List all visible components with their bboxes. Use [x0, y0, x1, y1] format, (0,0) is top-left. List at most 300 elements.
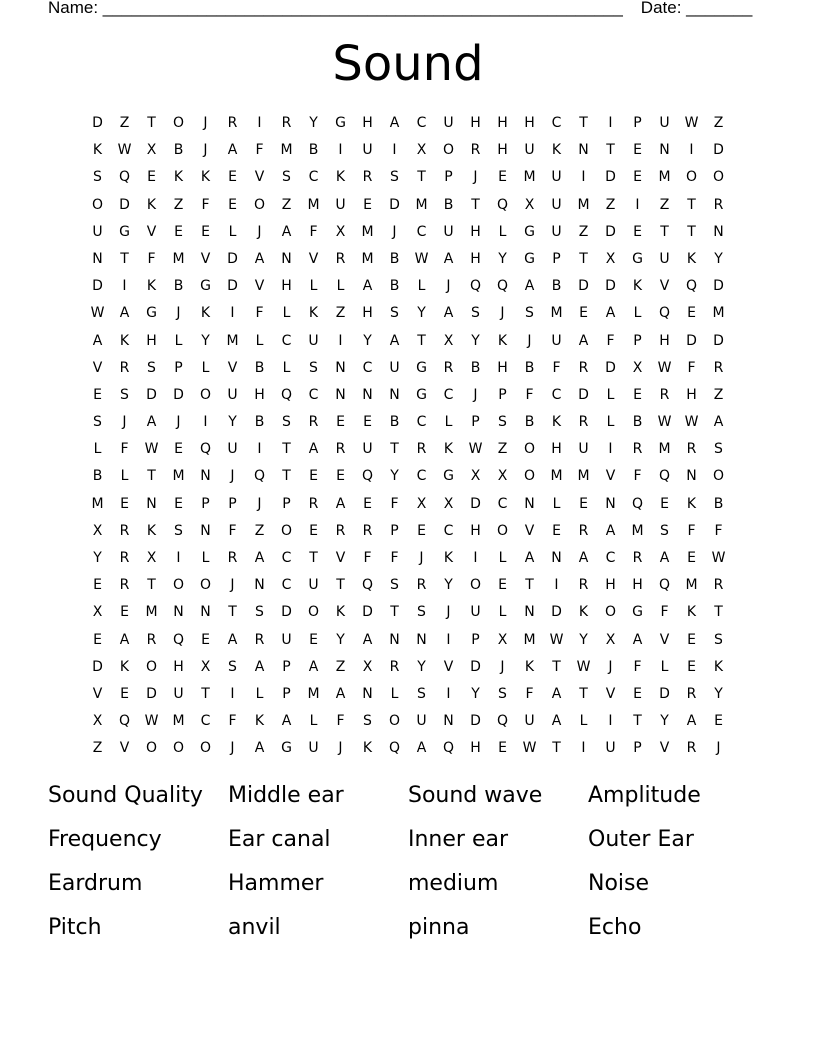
grid-letter[interactable]: Q	[118, 713, 131, 730]
grid-letter[interactable]: Q	[658, 577, 671, 594]
grid-letter[interactable]: Z	[281, 196, 292, 213]
grid-letter[interactable]: R	[119, 577, 130, 594]
grid-letter[interactable]: E	[120, 685, 129, 702]
grid-letter[interactable]: Q	[361, 577, 374, 594]
grid-letter[interactable]: C	[281, 577, 292, 594]
grid-letter[interactable]: L	[579, 713, 588, 730]
grid-letter[interactable]: O	[172, 115, 185, 131]
grid-letter[interactable]: A	[389, 332, 400, 349]
grid-letter[interactable]: O	[199, 740, 212, 757]
grid-letter[interactable]: J	[230, 740, 235, 757]
grid-letter[interactable]: D	[578, 386, 589, 403]
grid-letter[interactable]: Y	[714, 250, 723, 267]
grid-letter[interactable]: R	[713, 196, 724, 213]
grid-letter[interactable]: V	[146, 223, 157, 240]
grid-letter[interactable]: A	[632, 631, 643, 648]
grid-letter[interactable]: L	[552, 495, 561, 512]
grid-letter[interactable]: N	[389, 631, 400, 648]
grid-letter[interactable]: S	[390, 169, 399, 186]
grid-letter[interactable]: U	[173, 685, 184, 702]
grid-letter[interactable]: E	[714, 713, 723, 730]
grid-letter[interactable]: D	[119, 196, 130, 213]
grid-letter[interactable]: A	[443, 305, 454, 322]
grid-letter[interactable]: X	[497, 631, 508, 648]
grid-letter[interactable]: M	[361, 250, 374, 267]
grid-letter[interactable]: Y	[417, 305, 426, 322]
grid-letter[interactable]: A	[227, 142, 238, 159]
grid-letter[interactable]: I	[581, 169, 586, 186]
grid-letter[interactable]: E	[687, 658, 696, 675]
grid-letter[interactable]: N	[362, 685, 373, 702]
grid-letter[interactable]: E	[174, 495, 183, 512]
grid-letter[interactable]: T	[201, 685, 210, 702]
grid-letter[interactable]: E	[363, 414, 372, 431]
grid-letter[interactable]: B	[173, 142, 184, 159]
grid-letter[interactable]: M	[550, 468, 563, 485]
grid-letter[interactable]: U	[524, 142, 535, 159]
grid-letter[interactable]: V	[254, 278, 265, 295]
grid-letter[interactable]: T	[579, 250, 588, 267]
grid-letter[interactable]: R	[119, 522, 130, 539]
grid-letter[interactable]: E	[579, 495, 588, 512]
grid-letter[interactable]: K	[335, 169, 346, 186]
grid-letter[interactable]: M	[658, 169, 671, 186]
grid-letter[interactable]: V	[524, 522, 535, 539]
grid-letter[interactable]: H	[173, 658, 184, 675]
grid-letter[interactable]: H	[470, 115, 481, 131]
grid-letter[interactable]: Y	[363, 332, 372, 349]
grid-letter[interactable]: A	[335, 495, 346, 512]
grid-letter[interactable]: M	[658, 441, 671, 458]
grid-letter[interactable]: O	[388, 713, 401, 730]
grid-letter[interactable]: D	[470, 713, 481, 730]
grid-letter[interactable]: T	[390, 604, 399, 621]
grid-letter[interactable]: I	[392, 142, 397, 159]
grid-letter[interactable]: Y	[579, 631, 588, 648]
date-field[interactable]: Date: _______	[640, 0, 753, 17]
grid-letter[interactable]: R	[470, 142, 481, 159]
grid-letter[interactable]: Z	[497, 441, 508, 458]
grid-letter[interactable]: G	[632, 250, 643, 267]
grid-letter[interactable]: N	[200, 522, 211, 539]
grid-letter[interactable]: E	[633, 386, 642, 403]
grid-letter[interactable]: L	[309, 713, 318, 730]
grid-letter[interactable]: I	[338, 332, 343, 349]
grid-letter[interactable]: U	[551, 223, 562, 240]
grid-letter[interactable]: S	[147, 359, 156, 376]
grid-letter[interactable]: A	[389, 115, 400, 131]
grid-letter[interactable]: Q	[496, 196, 509, 213]
grid-letter[interactable]: F	[228, 713, 237, 730]
grid-letter[interactable]: Y	[309, 115, 318, 131]
grid-letter[interactable]: Y	[714, 685, 723, 702]
grid-letter[interactable]: F	[120, 441, 129, 458]
grid-letter[interactable]: P	[471, 414, 480, 431]
grid-letter[interactable]: A	[308, 658, 319, 675]
grid-letter[interactable]: X	[443, 495, 454, 512]
grid-letter[interactable]: O	[199, 577, 212, 594]
grid-letter[interactable]: B	[524, 414, 535, 431]
grid-letter[interactable]: L	[282, 359, 291, 376]
grid-letter[interactable]: V	[659, 278, 670, 295]
grid-letter[interactable]: L	[606, 386, 615, 403]
grid-letter[interactable]: E	[228, 169, 237, 186]
grid-letter[interactable]: M	[523, 631, 536, 648]
grid-letter[interactable]: E	[498, 577, 507, 594]
grid-letter[interactable]: L	[201, 359, 210, 376]
grid-letter[interactable]: A	[443, 250, 454, 267]
grid-letter[interactable]: I	[554, 577, 559, 594]
grid-letter[interactable]: O	[604, 604, 617, 621]
grid-letter[interactable]: C	[416, 414, 427, 431]
grid-letter[interactable]: V	[308, 250, 319, 267]
grid-letter[interactable]: S	[93, 414, 102, 431]
grid-letter[interactable]: F	[201, 196, 210, 213]
grid-letter[interactable]: O	[145, 658, 158, 675]
grid-letter[interactable]: I	[581, 740, 586, 757]
grid-letter[interactable]: C	[416, 115, 427, 131]
grid-letter[interactable]: A	[254, 658, 265, 675]
grid-letter[interactable]: R	[713, 577, 724, 594]
grid-letter[interactable]: Q	[685, 278, 698, 295]
grid-letter[interactable]: P	[174, 359, 183, 376]
grid-letter[interactable]: Q	[496, 713, 509, 730]
grid-letter[interactable]: K	[686, 495, 697, 512]
grid-letter[interactable]: P	[633, 740, 642, 757]
grid-letter[interactable]: O	[496, 522, 509, 539]
grid-letter[interactable]: A	[362, 631, 373, 648]
grid-letter[interactable]: E	[633, 685, 642, 702]
grid-letter[interactable]: K	[632, 278, 643, 295]
grid-letter[interactable]: T	[579, 115, 588, 131]
grid-letter[interactable]: M	[361, 223, 374, 240]
grid-letter[interactable]: U	[470, 604, 481, 621]
grid-letter[interactable]: D	[389, 196, 400, 213]
grid-letter[interactable]: H	[632, 577, 643, 594]
grid-letter[interactable]: A	[524, 278, 535, 295]
grid-letter[interactable]: T	[606, 142, 615, 159]
grid-letter[interactable]: J	[716, 740, 721, 757]
grid-letter[interactable]: D	[470, 495, 481, 512]
grid-letter[interactable]: R	[227, 550, 238, 566]
grid-letter[interactable]: N	[335, 359, 346, 376]
grid-letter[interactable]: C	[362, 359, 373, 376]
grid-letter[interactable]: C	[416, 223, 427, 240]
grid-letter[interactable]: T	[147, 468, 156, 485]
grid-letter[interactable]: U	[308, 740, 319, 757]
grid-letter[interactable]: K	[146, 278, 157, 295]
grid-letter[interactable]: D	[470, 658, 481, 675]
grid-letter[interactable]: K	[686, 250, 697, 267]
grid-letter[interactable]: H	[281, 278, 292, 295]
grid-letter[interactable]: G	[281, 740, 292, 757]
grid-letter[interactable]: L	[282, 305, 291, 322]
grid-letter[interactable]: X	[200, 658, 211, 675]
grid-letter[interactable]: T	[417, 332, 426, 349]
grid-letter[interactable]: Y	[471, 685, 480, 702]
grid-letter[interactable]: Q	[442, 740, 455, 757]
grid-letter[interactable]: L	[417, 278, 426, 295]
grid-letter[interactable]: X	[524, 196, 535, 213]
grid-letter[interactable]: W	[468, 441, 483, 458]
grid-letter[interactable]: O	[523, 441, 536, 458]
grid-letter[interactable]: T	[471, 196, 480, 213]
grid-letter[interactable]: I	[230, 685, 235, 702]
grid-letter[interactable]: D	[362, 604, 373, 621]
grid-letter[interactable]: I	[446, 631, 451, 648]
grid-letter[interactable]: D	[605, 278, 616, 295]
grid-letter[interactable]: F	[606, 332, 615, 349]
grid-letter[interactable]: R	[119, 359, 130, 376]
grid-letter[interactable]: G	[200, 278, 211, 295]
grid-letter[interactable]: R	[362, 522, 373, 539]
grid-letter[interactable]: Q	[361, 468, 374, 485]
grid-letter[interactable]: B	[92, 468, 103, 485]
grid-letter[interactable]: C	[443, 522, 454, 539]
grid-letter[interactable]: S	[228, 658, 237, 675]
grid-letter[interactable]: F	[552, 359, 561, 376]
grid-letter[interactable]: D	[605, 359, 616, 376]
grid-letter[interactable]: G	[146, 305, 157, 322]
grid-letter[interactable]: J	[203, 115, 208, 131]
grid-letter[interactable]: A	[713, 414, 724, 431]
grid-letter[interactable]: J	[419, 550, 424, 566]
grid-letter[interactable]: D	[146, 386, 157, 403]
grid-letter[interactable]: N	[524, 604, 535, 621]
grid-letter[interactable]: X	[146, 142, 157, 159]
grid-letter[interactable]: B	[443, 196, 454, 213]
grid-letter[interactable]: I	[338, 142, 343, 159]
grid-letter[interactable]: C	[443, 386, 454, 403]
grid-letter[interactable]: C	[551, 115, 562, 131]
grid-letter[interactable]: X	[362, 658, 373, 675]
grid-letter[interactable]: E	[633, 169, 642, 186]
grid-letter[interactable]: N	[146, 495, 157, 512]
grid-letter[interactable]: V	[659, 740, 670, 757]
grid-letter[interactable]: S	[390, 577, 399, 594]
grid-letter[interactable]: S	[309, 359, 318, 376]
grid-letter[interactable]: M	[172, 468, 185, 485]
grid-letter[interactable]: K	[92, 142, 103, 159]
grid-letter[interactable]: U	[281, 631, 292, 648]
grid-letter[interactable]: B	[713, 495, 724, 512]
grid-letter[interactable]: E	[309, 522, 318, 539]
grid-letter[interactable]: Y	[417, 658, 426, 675]
grid-letter[interactable]: S	[498, 414, 507, 431]
grid-letter[interactable]: H	[470, 250, 481, 267]
grid-letter[interactable]: U	[659, 250, 670, 267]
grid-letter[interactable]: C	[308, 169, 319, 186]
grid-letter[interactable]: G	[119, 223, 130, 240]
grid-letter[interactable]: U	[551, 332, 562, 349]
grid-letter[interactable]: A	[524, 550, 535, 566]
grid-letter[interactable]: C	[200, 713, 211, 730]
grid-letter[interactable]: E	[498, 740, 507, 757]
grid-letter[interactable]: M	[577, 196, 590, 213]
grid-letter[interactable]: T	[714, 604, 723, 621]
grid-letter[interactable]: Q	[658, 468, 671, 485]
grid-letter[interactable]: R	[281, 115, 292, 131]
grid-letter[interactable]: Y	[390, 468, 399, 485]
grid-letter[interactable]: T	[282, 441, 291, 458]
grid-letter[interactable]: E	[363, 495, 372, 512]
grid-letter[interactable]: J	[446, 278, 451, 295]
grid-letter[interactable]: B	[308, 142, 319, 159]
grid-letter[interactable]: A	[605, 522, 616, 539]
grid-letter[interactable]: M	[550, 305, 563, 322]
grid-letter[interactable]: I	[608, 115, 613, 131]
grid-letter[interactable]: C	[497, 495, 508, 512]
grid-letter[interactable]: Z	[92, 740, 103, 757]
grid-letter[interactable]: X	[335, 223, 346, 240]
grid-letter[interactable]: M	[577, 468, 590, 485]
grid-letter[interactable]: D	[92, 658, 103, 675]
grid-letter[interactable]: U	[92, 223, 103, 240]
grid-letter[interactable]: R	[632, 550, 643, 566]
grid-letter[interactable]: N	[335, 386, 346, 403]
grid-letter[interactable]: K	[362, 740, 373, 757]
grid-letter[interactable]: E	[174, 441, 183, 458]
grid-letter[interactable]: W	[576, 658, 591, 675]
grid-letter[interactable]: D	[227, 278, 238, 295]
grid-letter[interactable]: R	[416, 577, 427, 594]
grid-letter[interactable]: L	[255, 332, 264, 349]
grid-letter[interactable]: G	[416, 359, 427, 376]
grid-letter[interactable]: J	[446, 604, 451, 621]
grid-letter[interactable]: D	[146, 685, 157, 702]
grid-letter[interactable]: U	[227, 441, 238, 458]
grid-letter[interactable]: B	[551, 278, 562, 295]
grid-letter[interactable]: X	[470, 468, 481, 485]
grid-letter[interactable]: W	[684, 414, 699, 431]
grid-letter[interactable]: R	[362, 169, 373, 186]
grid-letter[interactable]: L	[390, 685, 399, 702]
grid-letter[interactable]: P	[633, 332, 642, 349]
grid-letter[interactable]: E	[336, 414, 345, 431]
grid-letter[interactable]: T	[687, 223, 696, 240]
grid-letter[interactable]: Q	[496, 278, 509, 295]
grid-letter[interactable]: U	[389, 359, 400, 376]
grid-letter[interactable]: Z	[335, 658, 346, 675]
grid-letter[interactable]: B	[524, 359, 535, 376]
grid-letter[interactable]: R	[227, 115, 238, 131]
grid-letter[interactable]: A	[92, 332, 103, 349]
grid-letter[interactable]: Z	[713, 115, 724, 131]
grid-letter[interactable]: I	[122, 278, 127, 295]
grid-letter[interactable]: Q	[388, 740, 401, 757]
grid-letter[interactable]: O	[712, 468, 725, 485]
grid-letter[interactable]: E	[579, 305, 588, 322]
grid-letter[interactable]: S	[498, 685, 507, 702]
grid-letter[interactable]: G	[524, 223, 535, 240]
grid-letter[interactable]: C	[308, 386, 319, 403]
grid-letter[interactable]: S	[282, 414, 291, 431]
grid-letter[interactable]: M	[712, 305, 725, 322]
grid-letter[interactable]: E	[633, 223, 642, 240]
grid-letter[interactable]: N	[173, 604, 184, 621]
grid-letter[interactable]: T	[147, 115, 156, 131]
grid-letter[interactable]: C	[281, 550, 292, 566]
grid-letter[interactable]: H	[497, 359, 508, 376]
grid-letter[interactable]: E	[336, 468, 345, 485]
grid-letter[interactable]: E	[228, 196, 237, 213]
grid-letter[interactable]: W	[144, 713, 159, 730]
grid-letter[interactable]: R	[686, 740, 697, 757]
grid-letter[interactable]: D	[92, 115, 103, 131]
grid-letter[interactable]: R	[578, 359, 589, 376]
grid-letter[interactable]: T	[525, 577, 534, 594]
grid-letter[interactable]: W	[657, 414, 672, 431]
grid-letter[interactable]: R	[686, 685, 697, 702]
grid-letter[interactable]: X	[632, 359, 643, 376]
grid-letter[interactable]: A	[551, 713, 562, 730]
grid-letter[interactable]: U	[443, 115, 454, 131]
grid-letter[interactable]: R	[119, 550, 130, 566]
grid-letter[interactable]: M	[280, 142, 293, 159]
grid-letter[interactable]: L	[498, 550, 507, 566]
grid-letter[interactable]: R	[686, 441, 697, 458]
grid-letter[interactable]: S	[93, 169, 102, 186]
grid-letter[interactable]: J	[527, 332, 532, 349]
grid-letter[interactable]: Z	[713, 386, 724, 403]
grid-letter[interactable]: F	[714, 522, 723, 539]
grid-letter[interactable]: E	[687, 550, 696, 566]
grid-letter[interactable]: R	[389, 658, 400, 675]
grid-letter[interactable]: F	[228, 522, 237, 539]
grid-letter[interactable]: D	[551, 604, 562, 621]
grid-letter[interactable]: A	[335, 685, 346, 702]
grid-letter[interactable]: K	[308, 305, 319, 322]
grid-letter[interactable]: Y	[228, 414, 237, 431]
grid-letter[interactable]: S	[417, 685, 426, 702]
grid-letter[interactable]: J	[473, 169, 478, 186]
grid-letter[interactable]: M	[523, 169, 536, 186]
grid-letter[interactable]: E	[120, 604, 129, 621]
grid-letter[interactable]: H	[470, 223, 481, 240]
grid-letter[interactable]: U	[362, 441, 373, 458]
grid-letter[interactable]: K	[443, 550, 454, 566]
grid-letter[interactable]: V	[605, 685, 616, 702]
grid-letter[interactable]: P	[390, 522, 399, 539]
grid-letter[interactable]: Z	[119, 115, 130, 131]
grid-letter[interactable]: K	[254, 713, 265, 730]
grid-letter[interactable]: A	[281, 713, 292, 730]
grid-letter[interactable]: E	[417, 522, 426, 539]
grid-letter[interactable]: S	[255, 604, 264, 621]
grid-letter[interactable]: T	[282, 468, 291, 485]
grid-letter[interactable]: D	[605, 169, 616, 186]
grid-letter[interactable]: J	[473, 386, 478, 403]
grid-letter[interactable]: Y	[660, 713, 669, 730]
grid-letter[interactable]: Z	[605, 196, 616, 213]
grid-letter[interactable]: J	[257, 495, 262, 512]
grid-letter[interactable]: P	[201, 495, 210, 512]
grid-letter[interactable]: H	[362, 305, 373, 322]
grid-letter[interactable]: F	[147, 250, 156, 267]
grid-letter[interactable]: A	[146, 414, 157, 431]
grid-letter[interactable]: K	[146, 196, 157, 213]
grid-letter[interactable]: L	[120, 468, 129, 485]
grid-letter[interactable]: R	[335, 441, 346, 458]
grid-letter[interactable]: B	[470, 359, 481, 376]
grid-letter[interactable]: F	[660, 604, 669, 621]
grid-letter[interactable]: F	[687, 359, 696, 376]
grid-letter[interactable]: K	[146, 522, 157, 539]
grid-letter[interactable]: V	[119, 740, 130, 757]
grid-letter[interactable]: Z	[173, 196, 184, 213]
grid-letter[interactable]: A	[119, 631, 130, 648]
grid-letter[interactable]: E	[147, 169, 156, 186]
